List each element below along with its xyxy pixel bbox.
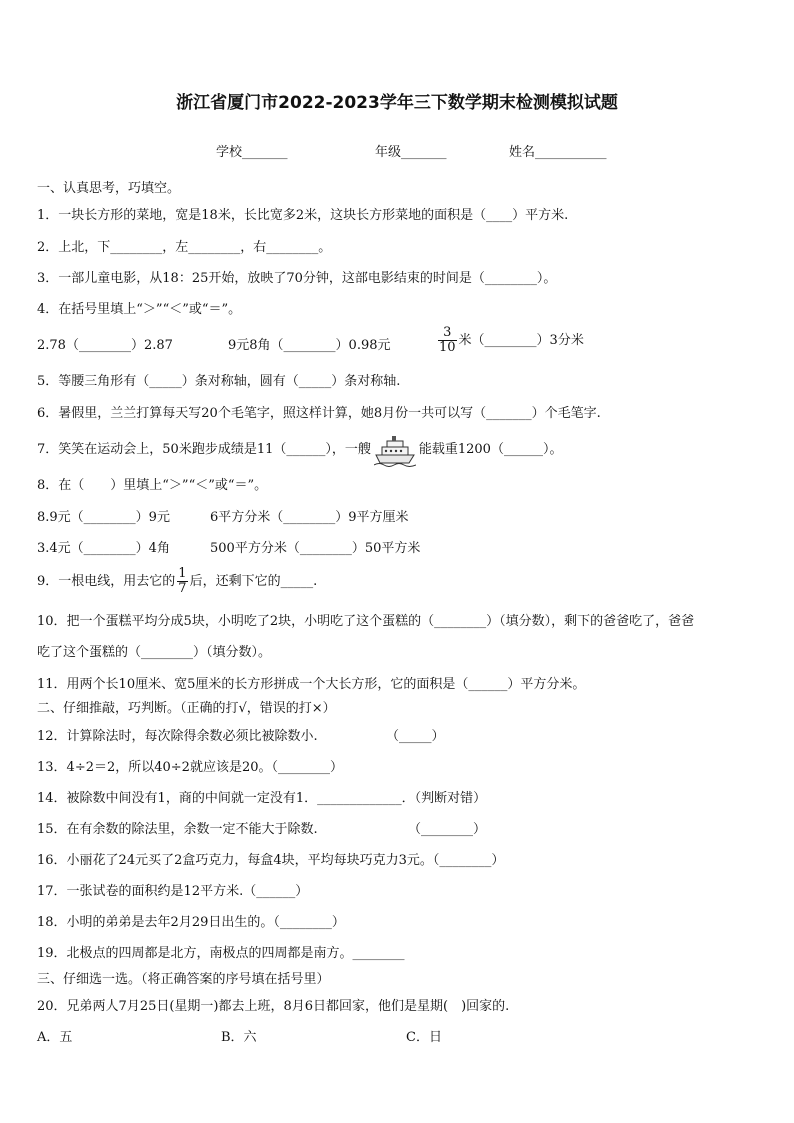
question-10-line-1: 10．把一个蛋糕平均分成5块，小明吃了2块，小明吃了这个蛋糕的（________）（填分数），剩下的爸爸吃了，爸爸 — [37, 614, 695, 629]
school-field: 学校_______ — [216, 145, 288, 160]
question-8b: 6平方分米（________）9平方厘米 — [210, 510, 409, 525]
question-6: 6．暑假里，兰兰打算每天写20个毛笔字，照这样计算，她8月份一共可以写（_______）个毛笔字. — [37, 406, 601, 421]
question-5: 5．等腰三角形有（_____）条对称轴，圆有（_____）条对称轴. — [37, 374, 401, 389]
fraction-numerator: 1 — [178, 566, 187, 581]
question-11: 11．用两个长10厘米、宽5厘米的长方形拼成一个大长方形，它的面积是（______）平方分米。 — [37, 677, 586, 692]
question-20: 20．兄弟两人7月25日(星期一)都去上班，8月6日都回家，他们是星期( )回家的. — [37, 999, 510, 1014]
question-19: 19．北极点的四周都是北方，南极点的四周都是南方。________ — [37, 946, 405, 961]
section-1-heading: 一、认真思考，巧填空。 — [37, 181, 181, 196]
option-c: C．日 — [406, 1030, 442, 1045]
fraction-denominator: 10 — [439, 340, 456, 355]
option-a: A．五 — [37, 1030, 73, 1045]
question-8a: 8.9元（________）9元 — [37, 510, 170, 525]
fraction-denominator: 7 — [178, 581, 187, 596]
question-4b: 9元8角（________）0.98元 — [228, 338, 391, 353]
fraction-numerator: 3 — [438, 326, 457, 341]
fraction-3-10 — [438, 326, 457, 355]
question-3: 3．一部儿童电影，从18：25开始，放映了70分钟，这部电影结束的时间是（________）。 — [37, 271, 557, 286]
question-9-text-end: 后，还剩下它的_____. — [189, 574, 318, 589]
question-4c-text: 米（________）3分米 — [458, 333, 584, 348]
name-field: 姓名___________ — [509, 145, 607, 160]
section-2-heading: 二、仔细推敲，巧判断。（正确的打√，错误的打×） — [37, 701, 336, 716]
question-14: 14．被除数中间没有1，商的中间就一定没有1．_____________．（判断对错） — [37, 791, 487, 806]
question-7 — [37, 432, 562, 468]
question-7-text-start: 7．笑笑在运动会上，50米跑步成绩是11（______），一艘 — [37, 442, 371, 457]
question-9 — [37, 567, 317, 596]
question-8: 8．在（ ）里填上“＞”“＜”或“＝”。 — [37, 478, 268, 493]
question-18: 18．小明的弟弟是去年2月29日出生的。（________） — [37, 915, 345, 930]
question-4a: 2.78（________）2.87 — [37, 338, 173, 353]
question-15: 15．在有余数的除法里，余数一定不能大于除数. — [37, 822, 318, 837]
question-16: 16．小丽花了24元买了2盒巧克力，每盒4块，平均每块巧克力3元。（________） — [37, 853, 505, 868]
question-4c — [436, 326, 584, 355]
question-1: 1．一块长方形的菜地，宽是18米，长比宽多2米，这块长方形菜地的面积是（____）平方米. — [37, 208, 569, 223]
question-4: 4．在括号里填上“＞”“＜”或“＝”。 — [37, 302, 242, 317]
question-12: 12．计算除法时，每次除得余数必须比被除数小. — [37, 729, 318, 744]
question-10-line-2: 吃了这个蛋糕的（________）（填分数）。 — [37, 645, 272, 660]
question-13: 13．4÷2＝2，所以40÷2就应该是20。（________） — [37, 760, 343, 775]
grade-field: 年级_______ — [375, 145, 447, 160]
question-8d: 500平方分米（________）50平方米 — [210, 541, 421, 556]
option-b: B．六 — [221, 1030, 257, 1045]
question-9-text-start: 9．一根电线，用去它的 — [37, 574, 176, 589]
question-2: 2．上北，下________，左________，右________。 — [37, 240, 332, 255]
section-3-heading: 三、仔细选一选。（将正确答案的序号填在括号里） — [37, 972, 330, 987]
fraction-1-7 — [177, 567, 187, 596]
page-title: 浙江省厦门市2022-2023学年三下数学期末检测模拟试题 — [176, 93, 618, 113]
question-17: 17．一张试卷的面积约是12平方米.（______） — [37, 884, 309, 899]
ship-icon — [374, 433, 416, 467]
question-8c: 3.4元（________）4角 — [37, 541, 170, 556]
question-12-blank: （_____） — [386, 729, 445, 744]
question-15-blank: （________） — [408, 822, 487, 837]
question-7-text-end: 能载重1200（______）。 — [418, 442, 563, 457]
